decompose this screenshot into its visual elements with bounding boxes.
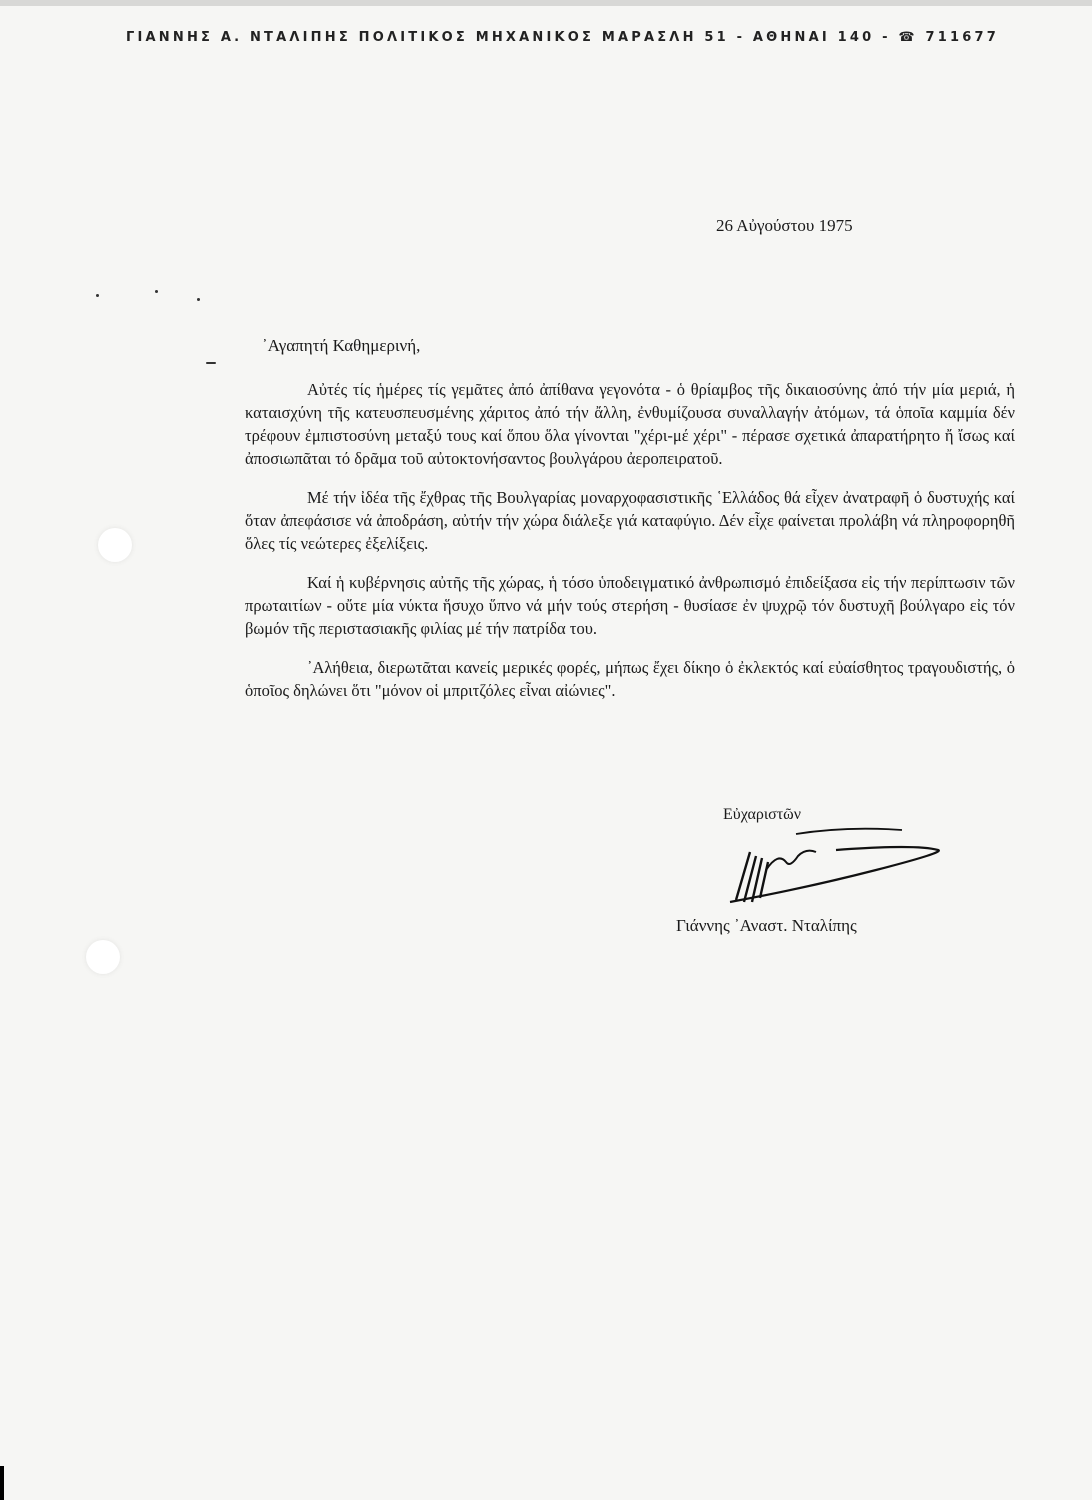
paragraph-2: Μέ τήν ἰδέα τῆς ἔχθρας τῆς Βουλγαρίας μοναρχοφασιστικῆς ῾Ελλάδος θά εἶχεν ἀνατραφῆ ὁ δυστυχής καί ὅταν ἀπεφάσισε νά ἀποδράση, αὐτήν τήν χώρα διάλεξε γιά καταφύγιο. Δέν εἶχε φαίνεται προλάβη νά πληροφορηθῆ ὅλες τίς νεώτερες ἐξελίξεις. bbox=[245, 488, 1015, 553]
scan-speck bbox=[96, 294, 99, 297]
punch-hole bbox=[86, 940, 120, 974]
letter-body bbox=[245, 378, 1015, 718]
scan-speck bbox=[155, 290, 158, 293]
letter-date: 26 Αὐγούστου 1975 bbox=[716, 216, 853, 235]
closing: Εὐχαριστῶν bbox=[723, 806, 801, 823]
scan-edge bbox=[0, 0, 1092, 6]
scan-speck bbox=[197, 298, 200, 301]
punch-hole bbox=[98, 528, 132, 562]
letterhead: ΓΙΑΝΝΗΣ Α. ΝΤΑΛΙΠΗΣ ΠΟΛΙΤΙΚΟΣ ΜΗΧΑΝΙΚΟΣ ΜΑΡΑΣΛΗ 51 - ΑΘΗΝΑΙ 140 - ☎ 711677 bbox=[126, 30, 999, 45]
paragraph-1: Αὐτές τίς ἡμέρες τίς γεμᾶτες ἀπό ἀπίθανα γεγονότα - ὁ θρίαμβος τῆς δικαιοσύνης ἀπό τήν μία μεριά, ἡ καταισχύνη τῆς κατευσπευσμένης χάριτος ἀπό τήν ἄλλη, ἐνθυμίζουσα συναλλαγήν ἀτόμων, τά ὁποῖα καμμία δέν τρέφουν ἐμπιστοσύνη μεταξύ τους καί ὅπου ὅλα γίνονται "χέρι-μέ χέρι" - πέρασε σχετικά ἀπαρατήρητο ἤ ἴσως καί ἀποσιωπᾶται τό δρᾶμα τοῦ αὐτοκτονήσαντος βουλγάρου ἀεροπειρατοῦ. bbox=[245, 380, 1015, 468]
salutation: ᾿Αγαπητή Καθημερινή, bbox=[262, 336, 421, 355]
signer-name: Γιάννης ᾿Αναστ. Νταλίπης bbox=[676, 916, 857, 935]
scan-margin-mark bbox=[0, 1466, 4, 1500]
paragraph-4: ᾿Αλήθεια, διερωτᾶται κανείς μερικές φορές, μήπως ἔχει δίκηο ὁ ἐκλεκτός καί εὐαίσθητος τραγουδιστής, ὁ ὁποῖος δηλώνει ὅτι "μόνον οἱ μπριτζόλες εἶναι αἰώνιες". bbox=[245, 658, 1015, 700]
handwritten-signature bbox=[716, 822, 956, 912]
scan-speck bbox=[206, 362, 216, 364]
paragraph-3: Καί ἡ κυβέρνησις αὐτῆς τῆς χώρας, ἡ τόσο ὑποδειγματικό ἀνθρωπισμό ἐπιδείξασα εἰς τήν περίπτωσιν τῶν πρωταιτίων - οὔτε μία νύκτα ἥσυχο ὕπνο νά μήν τούς στερήση - θυσίασε ἐν ψυχρῷ τόν δυστυχῆ βούλγαρο εἰς τόν βωμόν τῆς περιστασιακῆς φιλίας μέ τήν πατρίδα του. bbox=[245, 573, 1015, 638]
